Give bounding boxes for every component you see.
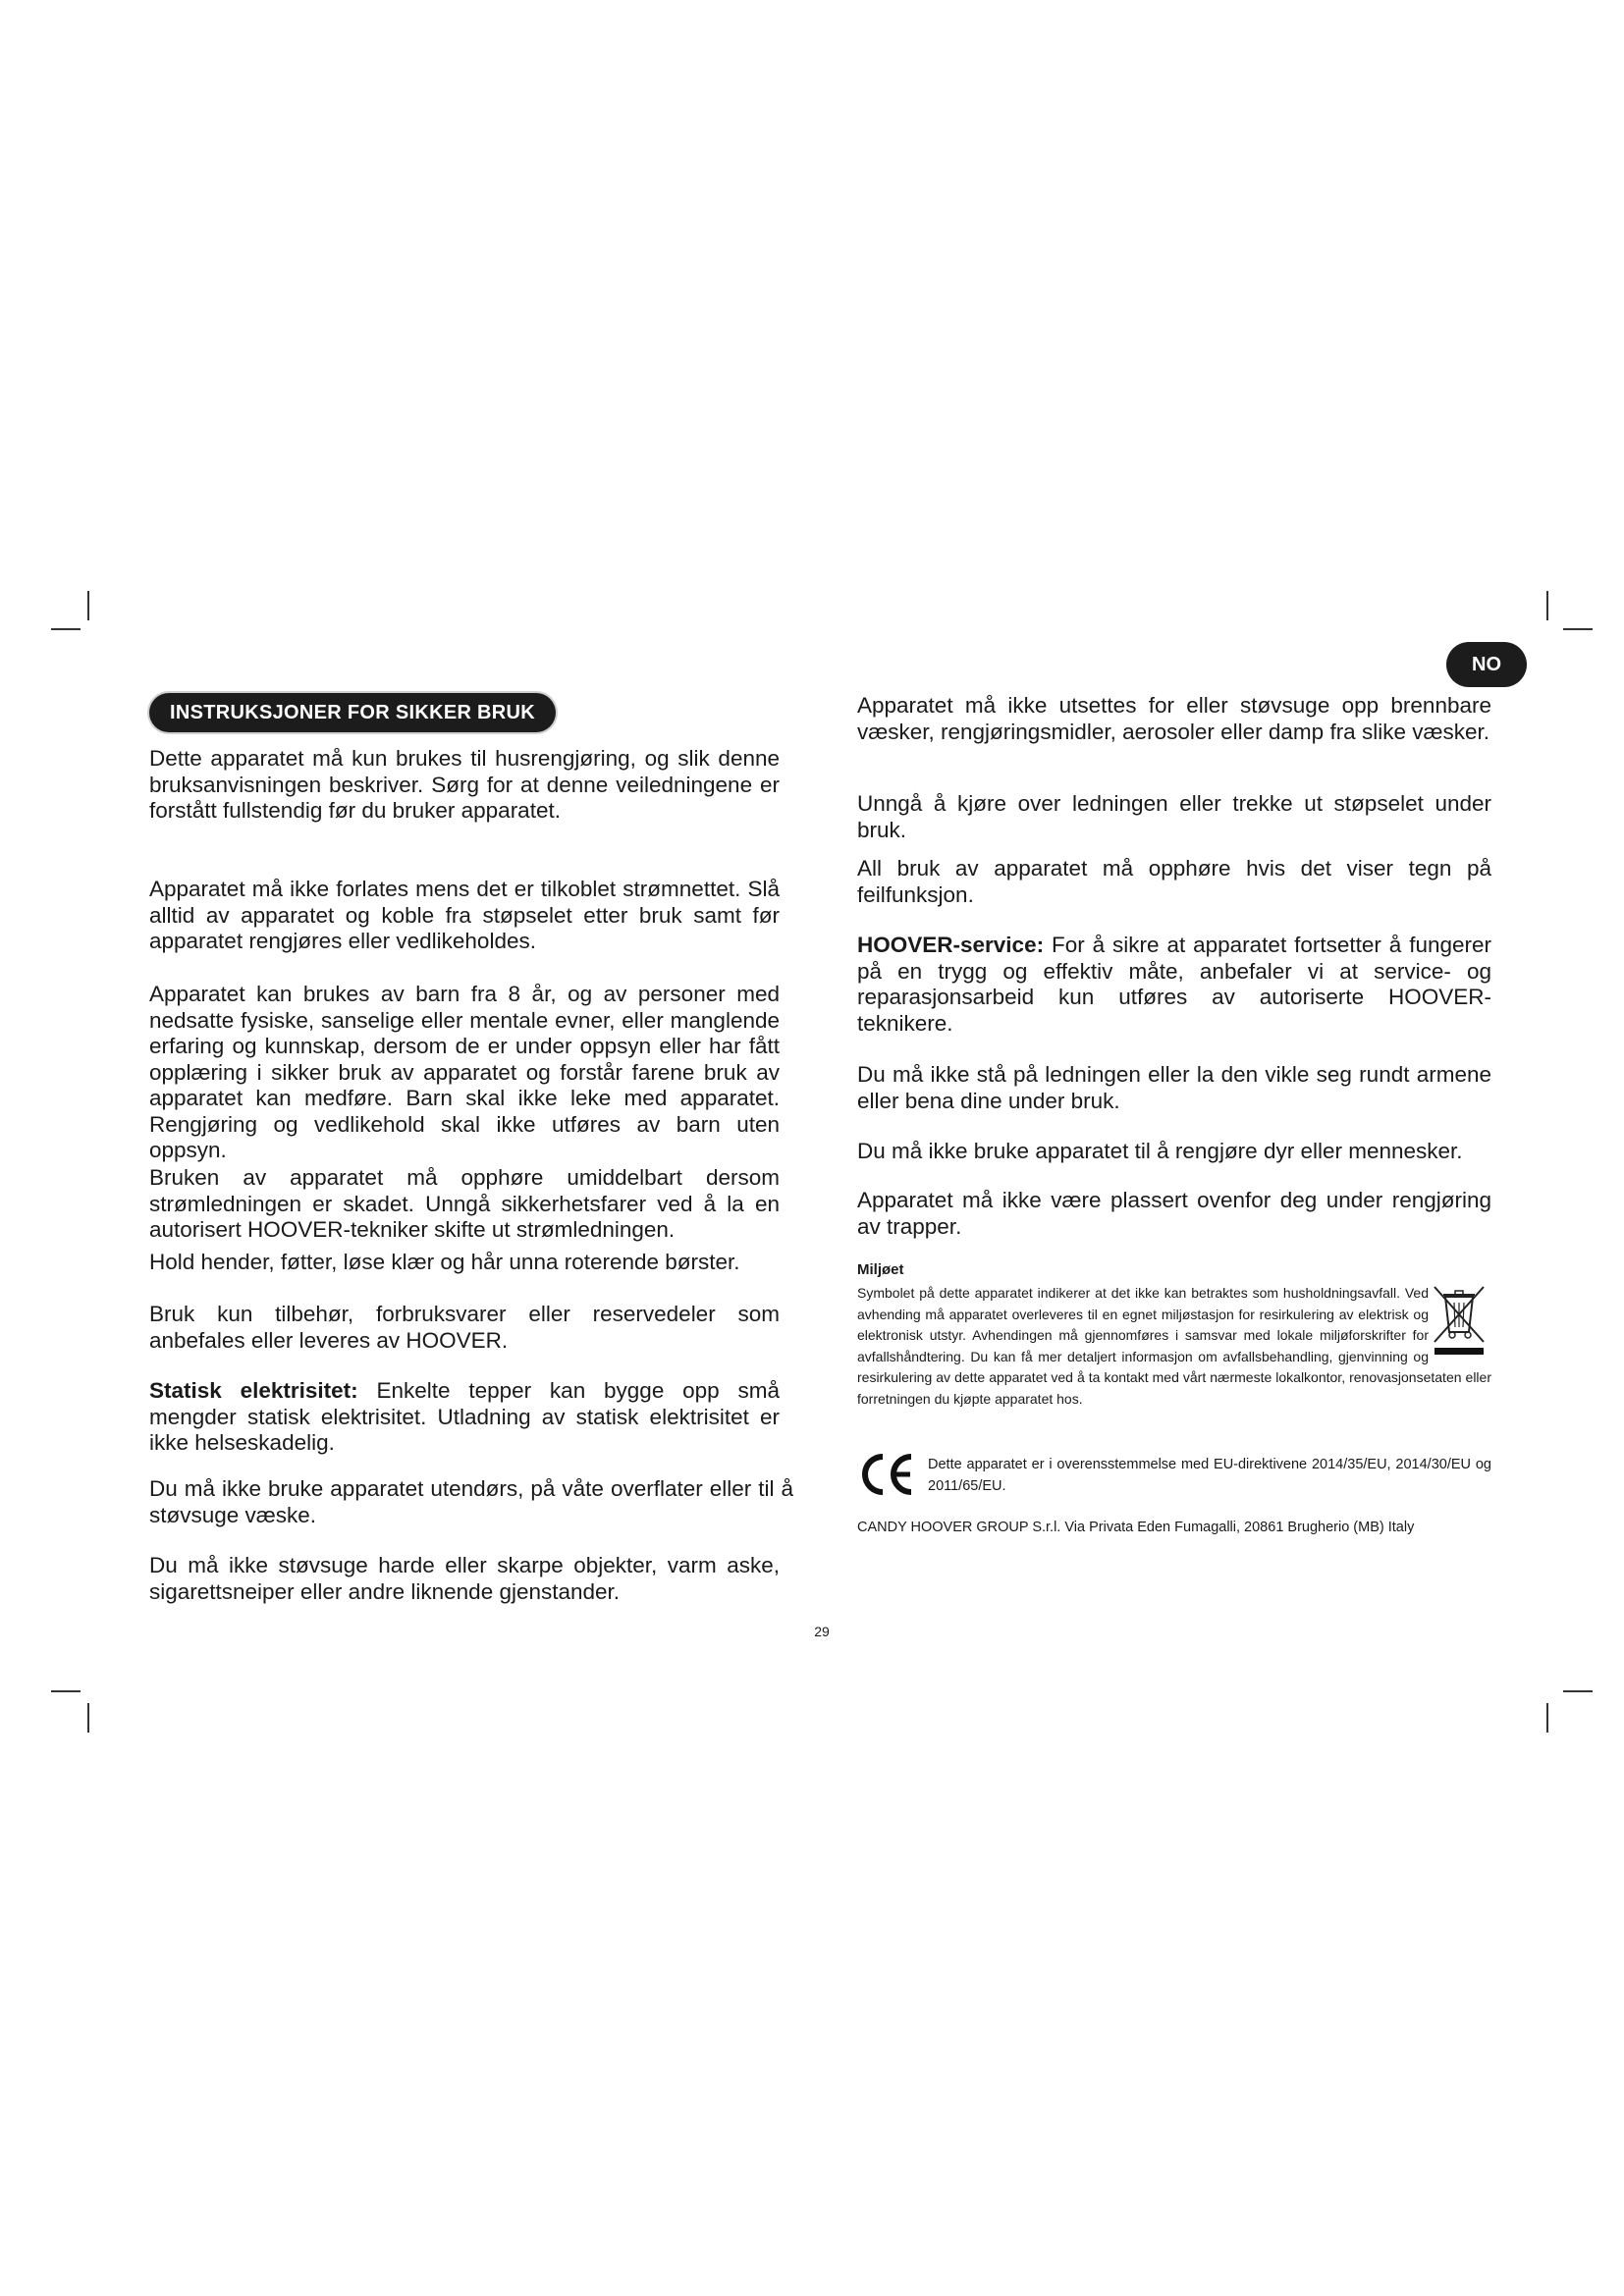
paragraph: Du må ikke bruke apparatet til å rengjøre dyr eller mennesker. (857, 1139, 1463, 1163)
environment-text: Symbolet på dette apparatet indikerer at det ikke kan betraktes som husholdningsavfall. Ved avhending må apparatet overleveres til en egnet miljøstasjon for resirkulering av elektrisk og elektronisk utstyr. Avhendingen må gjennomføres i samsvar med lokale miljøforskrifter for avfallshåndtering. Du kan få mer detaljert informasjon om avfallsbehandling, gjenvinning og resirkulering av dette apparatet ved å ta kontakt med vårt nærmeste lokalkontor, renovasjonsetaten eller forretningen du kjøpte apparatet hos. (857, 1285, 1491, 1407)
paragraph: Bruken av apparatet må opphøre umiddelbart dersom strømledningen er skadet. Unngå sikkerhetsfarer ved å la en autorisert HOOVER-tekniker skifte ut strømledningen. (149, 1165, 780, 1242)
weee-crossed-bin-icon (1431, 1283, 1488, 1356)
paragraph: Du må ikke stå på ledningen eller la den vikle seg rundt armene eller bena dine under bruk. (857, 1062, 1491, 1113)
paragraph: Unngå å kjøre over ledningen eller trekke ut støpselet under bruk. (857, 791, 1491, 842)
language-badge: NO (1446, 642, 1527, 687)
ce-text: Dette apparatet er i overensstemmelse med EU-direktivene 2014/35/EU, 2014/30/EU og 2011/65/EU. (928, 1457, 1491, 1494)
environment-section (857, 1261, 1491, 1410)
crop-mark (1546, 591, 1548, 620)
crop-mark (51, 1690, 81, 1692)
paragraph: All bruk av apparatet må opphøre hvis det viser tegn på feilfunksjon. (857, 856, 1491, 907)
paragraph: Apparatet må ikke utsettes for eller støvsuge opp brennbare væsker, rengjøringsmidler, aerosoler eller damp fra slike væsker. (857, 693, 1491, 744)
paragraph: Hold hender, føtter, løse klær og hår unna roterende børster. (149, 1250, 740, 1274)
crop-mark (87, 591, 89, 620)
ce-declaration (857, 1451, 1491, 1510)
crop-mark (1546, 1703, 1548, 1733)
hoover-service-lead: HOOVER-service: (857, 933, 1045, 957)
static-electricity-lead: Statisk elektrisitet: (149, 1378, 358, 1403)
paragraph: Apparatet må ikke forlates mens det er tilkoblet strømnettet. Slå alltid av apparatet og koble fra støpselet etter bruk samt før apparatet rengjøres eller vedlikeholdes. (149, 877, 780, 953)
environment-title: Miljøet (857, 1261, 904, 1278)
paragraph: Apparatet må ikke være plassert ovenfor deg under rengjøring av trapper. (857, 1188, 1491, 1239)
paragraph: Du må ikke bruke apparatet utendørs, på våte overflater eller til å støvsuge væske. (149, 1476, 793, 1527)
paragraph: Du må ikke støvsuge harde eller skarpe objekter, varm aske, sigarettsneiper eller andre liknende gjenstander. (149, 1553, 780, 1604)
paragraph: Apparatet kan brukes av barn fra 8 år, og av personer med nedsatte fysiske, sanselige eller mentale evner, eller manglende erfaring og kunnskap, dersom de er under oppsyn eller har fått opplæring i sikker bruk av apparatet og forstår farene bruk av apparatet kan medføre. Barn skal ikke leke med apparatet. Rengjøring og vedlikehold skal ikke utføres av barn uten oppsyn. (149, 982, 780, 1162)
paragraph: Dette apparatet må kun brukes til husrengjøring, og slik denne bruksanvisningen beskriver. Sørg for at denne veiledningene er forstått fullstendig før du bruker apparatet. (149, 746, 780, 823)
section-title: INSTRUKSJONER FOR SIKKER BRUK (149, 693, 556, 732)
hoover-service-text: For å sikre at apparatet fortsetter å fungerer på en trygg og effektiv måte, anbefaler vi at service- og reparasjonsarbeid kun utføres av autoriserte HOOVER-teknikere. (857, 933, 1491, 1036)
crop-mark (51, 628, 81, 630)
hoover-service-paragraph (857, 933, 1491, 1037)
environment-body (857, 1283, 1491, 1410)
static-electricity-text: Enkelte tepper kan bygge opp små mengder statisk elektrisitet. Utladning av statisk elektrisitet er ikke helseskadelig. (149, 1378, 780, 1455)
crop-mark (1563, 628, 1593, 630)
static-electricity-paragraph (149, 1378, 780, 1457)
crop-mark (1563, 1690, 1593, 1692)
company-address: CANDY HOOVER GROUP S.r.l. Via Privata Eden Fumagalli, 20861 Brugherio (MB) Italy (857, 1520, 1415, 1535)
crop-mark (87, 1703, 89, 1733)
ce-mark-icon (857, 1451, 916, 1498)
paragraph: Bruk kun tilbehør, forbruksvarer eller reservedeler som anbefales eller leveres av HOOVER. (149, 1302, 780, 1353)
page-number: 29 (814, 1624, 830, 1639)
